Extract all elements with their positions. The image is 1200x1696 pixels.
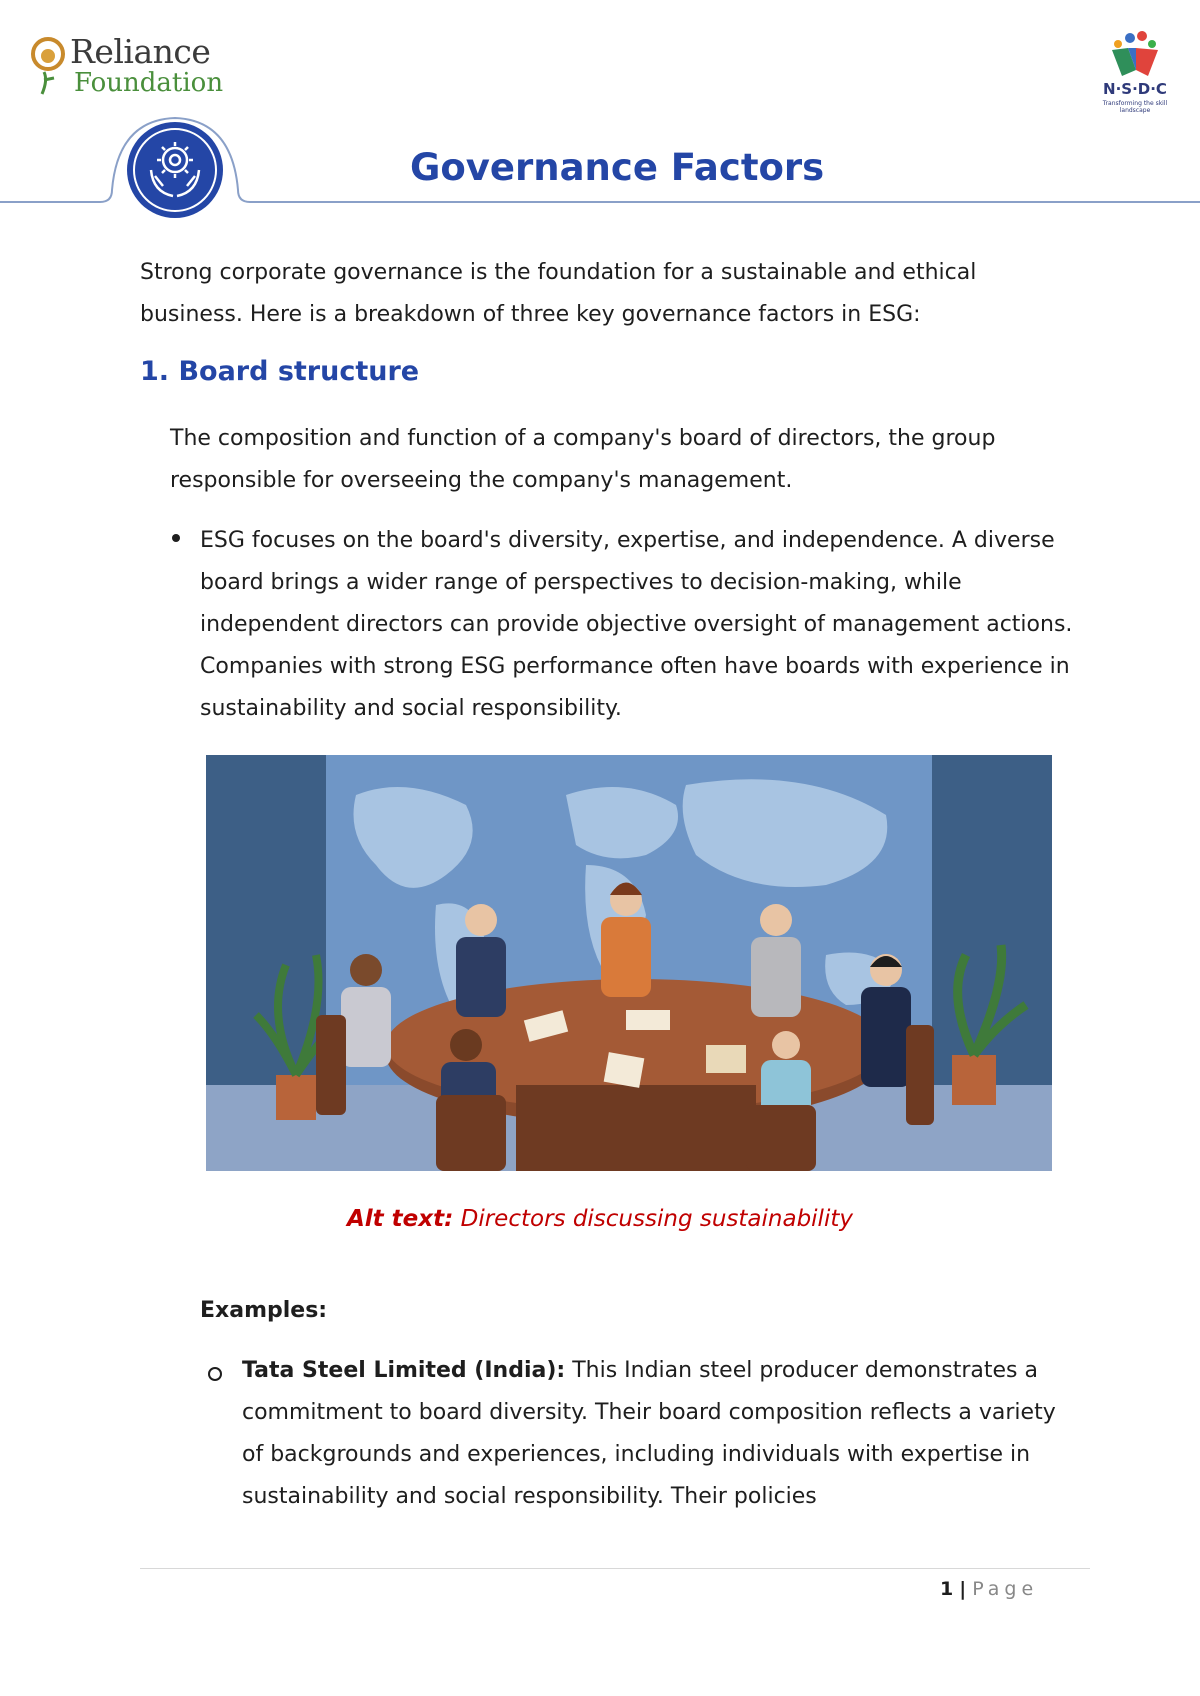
page-title: Governance Factors bbox=[410, 146, 825, 189]
brand-name-line1: Reliance bbox=[70, 32, 211, 71]
reliance-flame-icon bbox=[30, 36, 66, 96]
reliance-foundation-logo bbox=[30, 32, 224, 102]
page-number-value: 1 bbox=[940, 1578, 954, 1600]
intro-paragraph: Strong corporate governance is the foundation for a sustainable and ethical business. Here is a breakdown of three key governance factors in ESG: bbox=[140, 260, 977, 327]
section-emblem bbox=[125, 120, 225, 220]
figure-caption bbox=[0, 1206, 1200, 1232]
board-structure-bullet: ESG focuses on the board's diversity, expertise, and independence. A diverse board brings a wider range of perspectives to decision-making, while independent directors can provide objective oversight of management actions. Companies with strong ESG performance often have boards with experience in sustainability and social responsibility. bbox=[200, 528, 1073, 721]
examples-label: Examples: bbox=[200, 1298, 328, 1323]
nsdc-logo bbox=[1092, 30, 1178, 114]
page-label: Page bbox=[972, 1578, 1039, 1600]
example-company-name: Tata Steel Limited (India): bbox=[242, 1358, 566, 1383]
board-meeting-image bbox=[206, 755, 1052, 1171]
footer-divider bbox=[140, 1568, 1090, 1569]
bullet-marker bbox=[172, 534, 180, 542]
directors-meeting-illustration bbox=[206, 755, 1052, 1171]
section-heading-board-structure: 1. Board structure bbox=[140, 356, 420, 387]
caption-text: Directors discussing sustainability bbox=[453, 1206, 853, 1232]
page-separator: | bbox=[959, 1578, 967, 1600]
nsdc-wordmark: N·S·D·C bbox=[1103, 80, 1167, 98]
example-description: This Indian steel producer demonstrates a commitment to board diversity. Their board composition reflects a variety of backgrounds and experiences, including individuals with expertise in sustainability and social responsibility. Their policies bbox=[242, 1358, 1056, 1509]
nsdc-people-icon bbox=[1092, 30, 1178, 80]
brand-name-line2: Foundation bbox=[74, 68, 224, 98]
board-structure-description: The composition and function of a company's board of directors, the group responsible for overseeing the company's management. bbox=[170, 426, 996, 493]
caption-label: Alt text: bbox=[347, 1206, 454, 1232]
page-number bbox=[940, 1578, 1038, 1600]
hands-gear-icon bbox=[125, 120, 225, 220]
sub-bullet-marker bbox=[208, 1367, 222, 1381]
example-item bbox=[242, 1350, 1082, 1518]
nsdc-tagline: Transforming the skill landscape bbox=[1102, 100, 1168, 114]
